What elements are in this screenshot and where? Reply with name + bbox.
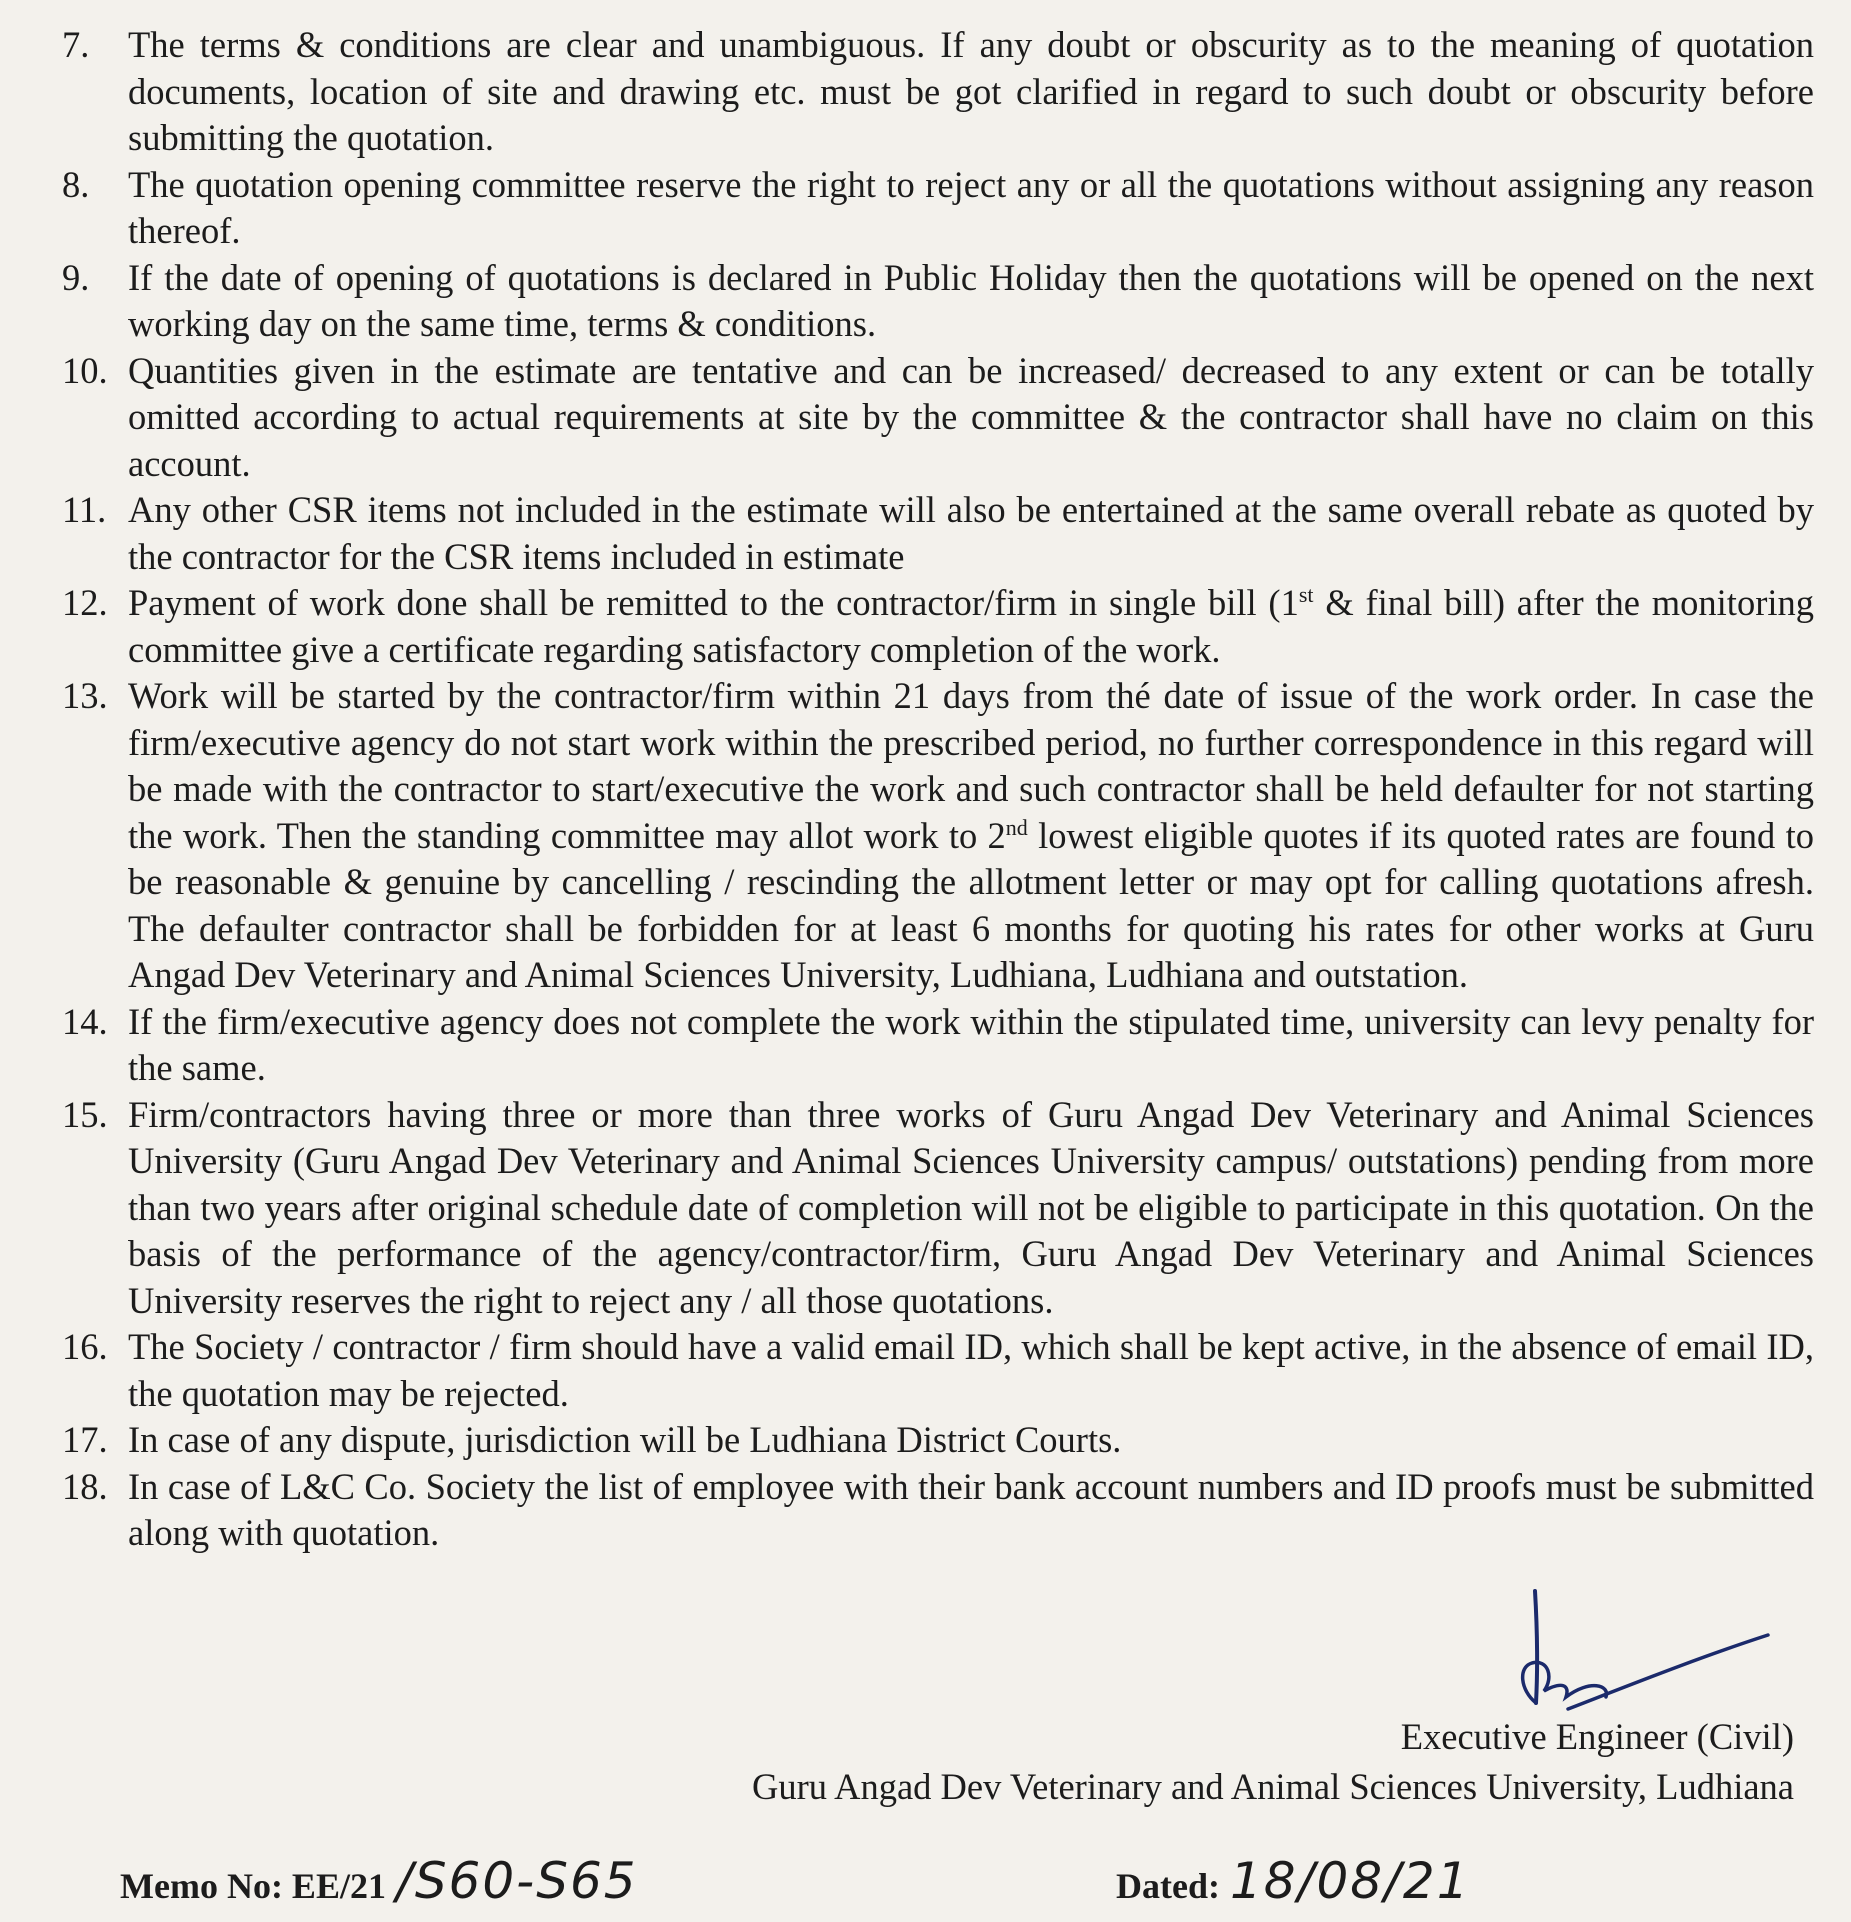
term-number: 14. (62, 1000, 108, 1042)
handwritten-signature (1510, 1585, 1780, 1715)
signatory-title: Executive Engineer (Civil) (1400, 1716, 1794, 1757)
memo-number (120, 1852, 638, 1910)
term-text-part: lowest eligible quotes if its quoted rates are found to be reasonable & genuine by cancelling / rescinding the allotment letter or may opt for calling quotations afresh. The defaulter contractor shall be forbidden for at least 6 months for quoting his rates for other works at Guru Angad Dev Veterinary and Animal Sciences University, Ludhiana, Ludhiana and outstation. (128, 814, 1814, 995)
term-text: The Society / contractor / firm should have a valid email ID, which shall be kept active, in the absence of email ID, the quotation may be rejected. (128, 1326, 1814, 1414)
term-number: 7. (62, 24, 90, 65)
ordinal-suffix: st (1298, 581, 1314, 607)
term-number: 10. (62, 349, 108, 391)
term-text: Quantities given in the estimate are tentative and can be increased/ decreased to any extent or can be totally omitted according to actual requirements at site by the committee & the contractor shall have no claim on this account. (128, 349, 1814, 484)
term-number: 11. (62, 489, 107, 530)
memo-handwritten-number: /S60-S65 (395, 1852, 638, 1910)
term-text (128, 580, 1814, 673)
term-11 (62, 487, 1814, 580)
term-number: 15. (62, 1093, 108, 1135)
term-text: In case of L&C Co. Society the list of employee with their bank account numbers and ID proofs must be submitted along with quotation. (128, 1465, 1814, 1553)
term-17 (62, 1417, 1814, 1464)
term-text-part: Work will be started by the contractor/firm within 21 days from thé date of issue of the work order. In case the firm/executive agency do not start work within the prescribed period, no further correspondence in this regard will be made with the contractor to start/executive the work and such contractor shall be held defaulter for not starting the work. Then the standing committee may allot work to 2 (128, 675, 1814, 856)
term-8 (62, 162, 1814, 255)
term-text: The quotation opening committee reserve the right to reject any or all the quotations without assigning any reason thereof. (128, 163, 1814, 251)
term-13 (62, 673, 1814, 999)
term-7 (62, 22, 1814, 162)
term-number: 17. (62, 1419, 108, 1460)
dated-line (1116, 1852, 1471, 1910)
term-12 (62, 580, 1814, 673)
term-text: Any other CSR items not included in the estimate will also be entertained at the same overall rebate as quoted by the contractor for the CSR items included in estimate (128, 489, 1814, 577)
term-text-part: & final bill) after the monitoring committee give a certificate regarding satisfactory completion of the work. (128, 582, 1814, 670)
term-15 (62, 1092, 1814, 1325)
signatory-organization: Guru Angad Dev Veterinary and Animal Sciences University, Ludhiana (751, 1766, 1794, 1807)
term-text: Firm/contractors having three or more than three works of Guru Angad Dev Veterinary and Animal Sciences University (Guru Angad Dev Veterinary and Animal Sciences University campus/ outstations) pending from more than two years after original schedule date of completion will not be eligible to participate in this quotation. On the basis of the performance of the agency/contractor/firm, Guru Angad Dev Veterinary and Animal Sciences University reserves the right to reject any / all those quotations. (128, 1093, 1814, 1321)
term-number: 13. (62, 675, 108, 716)
term-text: The terms & conditions are clear and unambiguous. If any doubt or obscurity as to the meaning of quotation documents, location of site and drawing etc. must be got clarified in regard to such doubt or obscurity before submitting the quotation. (128, 24, 1814, 158)
term-18 (62, 1464, 1814, 1557)
term-text: If the firm/executive agency does not complete the work within the stipulated time, university can levy penalty for the same. (128, 1000, 1814, 1088)
term-16 (62, 1324, 1814, 1417)
ordinal-suffix: nd (1005, 814, 1028, 840)
term-number: 16. (62, 1326, 108, 1367)
term-number: 12. (62, 582, 108, 623)
term-text: In case of any dispute, jurisdiction will be Ludhiana District Courts. (128, 1419, 1122, 1460)
memo-label: Memo No: EE/21 (120, 1866, 386, 1906)
term-number: 8. (62, 163, 90, 205)
terms-list (62, 22, 1814, 1557)
dated-handwritten-date: 18/08/21 (1229, 1852, 1471, 1910)
term-text (128, 673, 1814, 999)
signatory-block (752, 1712, 1794, 1812)
term-14 (62, 999, 1814, 1092)
term-9 (62, 255, 1814, 348)
term-10 (62, 348, 1814, 488)
term-text: If the date of opening of quotations is declared in Public Holiday then the quotations will be opened on the next working day on the same time, terms & conditions. (128, 256, 1814, 344)
dated-label: Dated: (1116, 1866, 1220, 1906)
term-text-part: Payment of work done shall be remitted to the contractor/firm in single bill (1 (128, 582, 1299, 623)
term-number: 18. (62, 1465, 108, 1507)
term-number: 9. (62, 256, 90, 298)
